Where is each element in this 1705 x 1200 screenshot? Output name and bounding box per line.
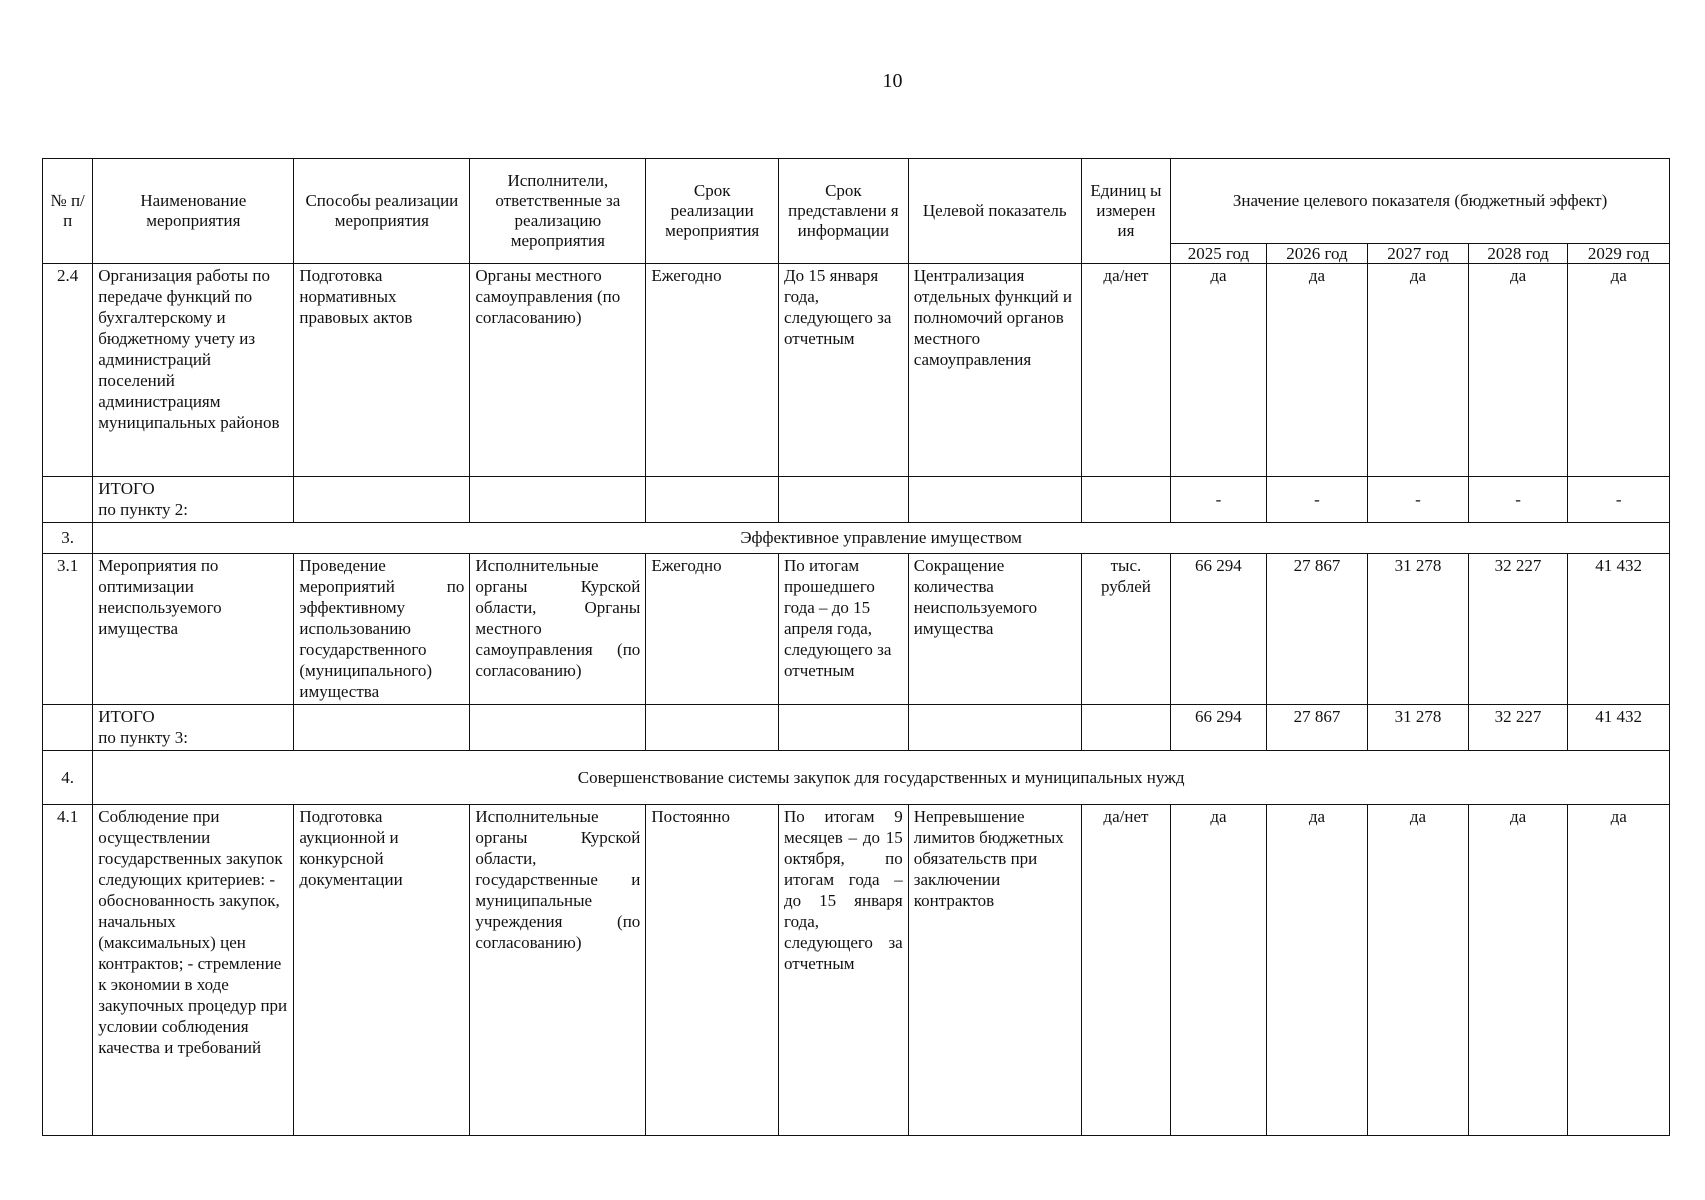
total-row (43, 477, 1670, 523)
row-value: да (1368, 264, 1469, 477)
row-report-term: По итогам 9 месяцев – до 15 октября, по итогам года – до 15 января года, следующего за отчетным (779, 805, 909, 1136)
row-term: Постоянно (646, 805, 779, 1136)
col-header-year: 2025 год (1171, 244, 1267, 264)
row-value: да (1266, 805, 1368, 1136)
row-name: Организация работы по передаче функций по бухгалтерскому и бюджетному учету из администраций поселений администрациям муниципальных районов (93, 264, 294, 477)
row-name: Соблюдение при осуществлении государственных закупок следующих критериев: - обоснованность закупок, начальных (максимальных) цен контрактов; - стремление к экономии в ходе закупочных процедур при условии соблюдения качества и требований (93, 805, 294, 1136)
total-label (93, 477, 294, 523)
total-value: - (1171, 477, 1267, 523)
row-executors: Исполнительные органы Курской области, Органы местного самоуправления (по согласованию) (470, 554, 646, 705)
header-row (43, 159, 1670, 244)
section-title: Эффективное управление имуществом (93, 523, 1670, 554)
row-value: да (1368, 805, 1469, 1136)
row-units: да/нет (1081, 264, 1170, 477)
row-value: да (1171, 805, 1267, 1136)
row-value: да (1468, 264, 1568, 477)
measures-table (42, 158, 1670, 1136)
col-header-term: Срок реализации мероприятия (646, 159, 779, 264)
row-value: 66 294 (1171, 554, 1267, 705)
row-methods: Подготовка нормативных правовых актов (294, 264, 470, 477)
row-report-term: До 15 января года, следующего за отчетным (779, 264, 909, 477)
total-label-line2: по пункту 2: (98, 500, 189, 519)
row-target: Непревышение лимитов бюджетных обязательств при заключении контрактов (908, 805, 1081, 1136)
total-label-line1: ИТОГО (98, 479, 155, 498)
row-value: 41 432 (1568, 554, 1670, 705)
total-value: - (1568, 477, 1670, 523)
row-value: 32 227 (1468, 554, 1568, 705)
section-row (43, 523, 1670, 554)
col-header-executors: Исполнители, ответственные за реализацию мероприятия (470, 159, 646, 264)
table-row (43, 554, 1670, 705)
col-header-name: Наименование мероприятия (93, 159, 294, 264)
row-name: Мероприятия по оптимизации неиспользуемого имущества (93, 554, 294, 705)
col-header-report-term: Срок представлени я информации (779, 159, 909, 264)
total-value: 32 227 (1468, 705, 1568, 751)
col-header-methods: Способы реализации мероприятия (294, 159, 470, 264)
total-value: 41 432 (1568, 705, 1670, 751)
row-methods: Проведение мероприятий по эффективному использованию государственного (муниципального) имущества (294, 554, 470, 705)
table-row (43, 264, 1670, 477)
row-units: да/нет (1081, 805, 1170, 1136)
row-term: Ежегодно (646, 554, 779, 705)
row-units: тыс. рублей (1081, 554, 1170, 705)
row-value: 27 867 (1266, 554, 1368, 705)
page-number: 10 (882, 70, 903, 92)
row-num: 3.1 (43, 554, 93, 705)
total-label-line1: ИТОГО (98, 707, 155, 726)
total-label (93, 705, 294, 751)
col-header-num: № п/п (43, 159, 93, 264)
col-header-units: Единиц ы измерен ия (1081, 159, 1170, 264)
row-executors: Исполнительные органы Курской области, государственные и муниципальные учреждения (по согласованию) (470, 805, 646, 1136)
row-value: да (1266, 264, 1368, 477)
total-value: - (1266, 477, 1368, 523)
row-num: 4.1 (43, 805, 93, 1136)
col-header-year: 2027 год (1368, 244, 1469, 264)
total-value: 66 294 (1171, 705, 1267, 751)
section-title: Совершенствование системы закупок для государственных и муниципальных нужд (93, 751, 1670, 805)
row-executors: Органы местного самоуправления (по согласованию) (470, 264, 646, 477)
total-value: 27 867 (1266, 705, 1368, 751)
row-value: да (1568, 264, 1670, 477)
col-header-year: 2029 год (1568, 244, 1670, 264)
row-target: Сокращение количества неиспользуемого имущества (908, 554, 1081, 705)
total-value: 31 278 (1368, 705, 1469, 751)
col-header-value-group: Значение целевого показателя (бюджетный эффект) (1171, 159, 1670, 244)
col-header-year: 2026 год (1266, 244, 1368, 264)
row-num: 2.4 (43, 264, 93, 477)
total-row (43, 705, 1670, 751)
total-value: - (1468, 477, 1568, 523)
row-value: да (1568, 805, 1670, 1136)
row-value: да (1468, 805, 1568, 1136)
row-term: Ежегодно (646, 264, 779, 477)
section-num: 3. (43, 523, 93, 554)
section-row (43, 751, 1670, 805)
row-value: да (1171, 264, 1267, 477)
section-num: 4. (43, 751, 93, 805)
row-report-term: По итогам прошедшего года – до 15 апреля года, следующего за отчетным (779, 554, 909, 705)
total-value: - (1368, 477, 1469, 523)
table-row (43, 805, 1670, 1136)
col-header-target: Целевой показатель (908, 159, 1081, 264)
total-label-line2: по пункту 3: (98, 728, 189, 747)
row-target: Централизация отдельных функций и полномочий органов местного самоуправления (908, 264, 1081, 477)
row-methods: Подготовка аукционной и конкурсной документации (294, 805, 470, 1136)
row-value: 31 278 (1368, 554, 1469, 705)
col-header-year: 2028 год (1468, 244, 1568, 264)
